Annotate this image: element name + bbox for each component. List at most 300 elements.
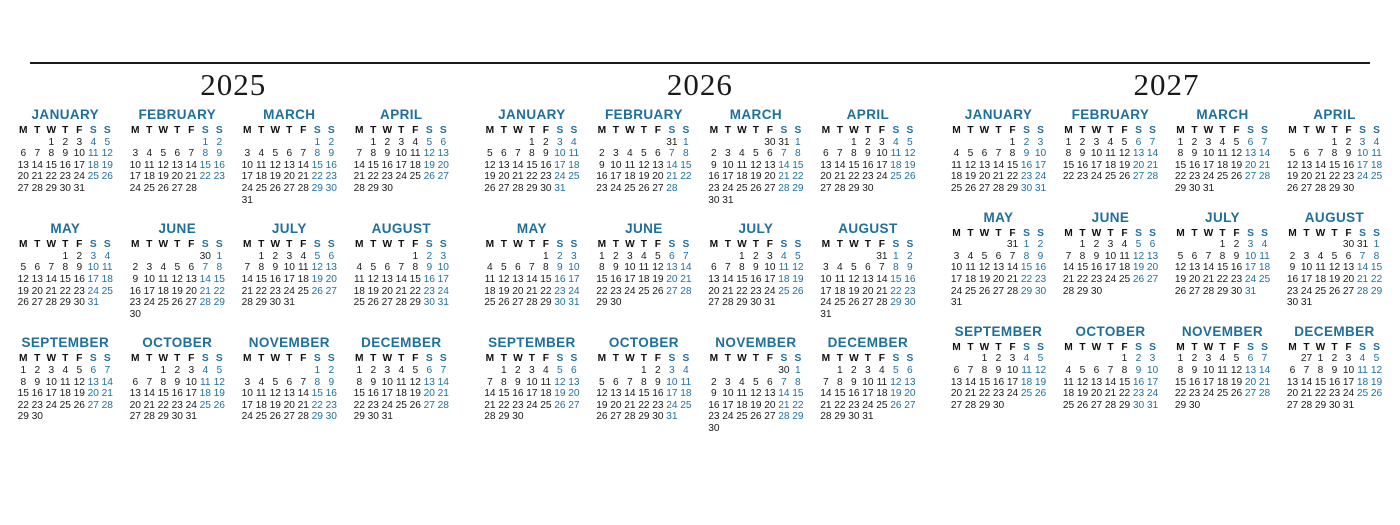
day-cell: 15: [848, 159, 860, 171]
week-row: [707, 160, 805, 172]
day-cell: 27: [1300, 353, 1313, 365]
weekday-header-row: [707, 125, 805, 137]
day-cell: 6: [1345, 250, 1352, 262]
week-row: [819, 297, 917, 309]
weekday-label: T: [612, 125, 619, 136]
day-cell: 26: [1230, 388, 1243, 400]
day-cell: 10: [764, 262, 776, 274]
day-cell: 1: [1121, 353, 1128, 365]
day-cell: 29: [540, 297, 552, 309]
week-row: [240, 297, 338, 309]
day-cell: 13: [437, 148, 449, 160]
day-cell: 28: [437, 399, 449, 411]
empty-cell: [366, 251, 380, 263]
empty-cell: [394, 411, 408, 423]
day-cell: 4: [781, 250, 787, 262]
day-cell: 5: [501, 262, 507, 274]
day-cell: 3: [879, 136, 885, 148]
day-cell: 15: [834, 388, 846, 400]
day-cell: 21: [1314, 171, 1327, 183]
day-cell: 25: [255, 182, 267, 194]
day-cell: 30: [269, 297, 281, 309]
weekday-header-row: [483, 125, 581, 137]
day-cell: 14: [45, 273, 57, 285]
day-cell: 6: [711, 262, 717, 274]
day-cell: 8: [160, 376, 167, 388]
day-cell: 15: [1328, 159, 1341, 171]
day-cell: 25: [736, 182, 748, 194]
day-cell: 28: [45, 297, 57, 309]
day-cell: 16: [325, 159, 337, 171]
empty-cell: [833, 251, 847, 263]
year-title: 2027: [1133, 67, 1200, 102]
day-cell: 11: [1217, 364, 1228, 376]
day-cell: 26: [652, 285, 664, 297]
day-cell: 2: [1233, 239, 1240, 251]
day-cell: 23: [512, 399, 524, 411]
week-row: [128, 160, 226, 172]
empty-cell: [324, 195, 338, 207]
day-cell: 17: [381, 388, 393, 400]
weekday-label: M: [1176, 227, 1185, 239]
weekday-label: T: [752, 353, 759, 365]
week-row: [240, 400, 338, 412]
year-title: 2026: [666, 67, 733, 102]
day-cell: 21: [1202, 273, 1215, 285]
day-cell: 22: [255, 285, 267, 297]
day-cell: 22: [890, 285, 902, 297]
day-cell: 5: [272, 376, 279, 388]
month-block: [123, 106, 231, 206]
week-row: [352, 171, 450, 183]
day-cell: 5: [557, 364, 563, 376]
day-cell: 30: [1328, 399, 1341, 411]
day-cell: 22: [367, 171, 379, 183]
day-cell: 25: [1356, 388, 1369, 400]
week-row: [707, 377, 805, 389]
day-cell: 3: [1359, 136, 1366, 148]
day-cell: 10: [1342, 364, 1355, 376]
day-cell: 27: [423, 399, 435, 411]
day-cell: 26: [1034, 388, 1047, 400]
day-cell: 17: [1006, 376, 1019, 388]
weekday-label: M: [243, 125, 252, 136]
day-cell: 25: [540, 399, 552, 411]
weekday-label: T: [1303, 227, 1310, 239]
day-cell: 15: [1076, 262, 1089, 274]
day-cell: 27: [381, 297, 393, 309]
empty-cell: [282, 195, 296, 207]
weekday-label: S: [570, 125, 578, 136]
empty-cell: [422, 411, 436, 423]
day-cell: 17: [526, 388, 538, 400]
empty-cell: [991, 239, 1005, 251]
day-cell: 30: [31, 411, 43, 423]
day-cell: 6: [1303, 148, 1310, 160]
day-cell: 16: [1342, 159, 1355, 171]
day-cell: 15: [409, 273, 421, 285]
day-cell: 23: [904, 285, 916, 297]
day-cell: 9: [1233, 250, 1240, 262]
week-row: [949, 400, 1047, 412]
week-row: [16, 377, 114, 389]
weekday-label: M: [1176, 341, 1185, 353]
empty-cell: [44, 251, 58, 263]
day-cell: 17: [610, 171, 622, 183]
day-cell: 15: [45, 159, 57, 171]
weekday-label: F: [542, 125, 549, 136]
day-cell: 23: [269, 285, 281, 297]
day-cell: 7: [879, 262, 885, 274]
day-cell: 31: [87, 297, 99, 309]
day-cell: 27: [185, 297, 197, 309]
day-cell: 1: [356, 364, 363, 376]
empty-cell: [128, 251, 142, 263]
weekday-label: F: [1233, 227, 1240, 239]
day-cell: 6: [767, 148, 773, 160]
day-cell: 6: [20, 148, 27, 160]
day-cell: 2: [384, 136, 391, 148]
day-cell: 21: [512, 171, 524, 183]
day-cell: 9: [1037, 250, 1044, 262]
month-block: [1056, 209, 1164, 309]
weekday-label: T: [174, 239, 181, 251]
day-cell: 21: [778, 399, 790, 411]
empty-cell: [963, 239, 977, 251]
day-cell: 26: [498, 297, 510, 309]
day-cell: 16: [1286, 273, 1299, 285]
day-cell: 3: [953, 250, 960, 262]
day-cell: 31: [666, 136, 678, 148]
day-cell: 30: [1342, 239, 1355, 251]
day-cell: 29: [596, 297, 608, 309]
day-cell: 18: [834, 285, 846, 297]
day-cell: 8: [202, 148, 209, 160]
week-row: [949, 171, 1047, 183]
day-cell: 1: [795, 136, 801, 148]
day-cell: 3: [1107, 239, 1114, 251]
week-row: [483, 377, 581, 389]
weekday-header-row: [352, 353, 450, 365]
empty-cell: [1327, 239, 1341, 251]
week-row: [483, 262, 581, 274]
weekday-label: M: [821, 353, 831, 365]
week-row: [595, 297, 693, 309]
day-cell: 9: [1289, 262, 1296, 274]
day-cell: 20: [568, 388, 580, 400]
day-cell: 17: [950, 273, 963, 285]
week-row: [483, 388, 581, 400]
day-cell: 3: [398, 136, 405, 148]
day-cell: 3: [767, 250, 773, 262]
day-cell: 16: [31, 388, 43, 400]
day-cell: 13: [87, 376, 99, 388]
weekday-label: T: [640, 353, 647, 365]
weekday-label: S: [1373, 227, 1380, 239]
month-grid: [1061, 342, 1159, 412]
empty-cell: [268, 365, 282, 377]
weekday-header-row: [240, 239, 338, 251]
day-cell: 1: [1177, 353, 1184, 365]
weekday-header-row: [819, 353, 917, 365]
day-cell: 10: [1146, 364, 1159, 376]
day-cell: 15: [596, 273, 608, 285]
day-cell: 23: [73, 285, 85, 297]
month-name: AUGUST: [838, 221, 898, 237]
day-cell: 19: [1034, 376, 1047, 388]
day-cell: 6: [174, 148, 181, 160]
day-cell: 16: [862, 159, 874, 171]
day-cell: 4: [90, 136, 97, 148]
quarter-row: [933, 323, 1400, 412]
day-cell: 31: [1034, 182, 1047, 194]
week-row: [1173, 400, 1271, 412]
weekday-label: S: [103, 125, 111, 136]
weekday-label: T: [258, 125, 265, 136]
day-cell: 10: [568, 262, 580, 274]
day-cell: 15: [311, 159, 323, 171]
day-cell: 5: [1233, 353, 1240, 365]
day-cell: 19: [652, 273, 664, 285]
day-cell: 26: [1174, 285, 1187, 297]
week-row: [1061, 377, 1159, 389]
weekday-label: S: [1247, 227, 1254, 239]
weekday-header-row: [1061, 228, 1159, 240]
day-cell: 15: [540, 273, 552, 285]
day-cell: 30: [992, 399, 1005, 411]
day-cell: 27: [1090, 399, 1103, 411]
day-cell: 5: [426, 136, 433, 148]
day-cell: 8: [1177, 148, 1184, 160]
quarter-row: [0, 334, 467, 423]
weekday-label: M: [597, 125, 607, 136]
month-block: [478, 220, 586, 320]
day-cell: 27: [87, 399, 99, 411]
weekday-label: M: [485, 353, 495, 365]
day-cell: 29: [736, 297, 748, 309]
day-cell: 18: [890, 159, 902, 171]
week-row: [595, 274, 693, 286]
day-cell: 13: [512, 273, 524, 285]
empty-cell: [1257, 400, 1271, 412]
day-cell: 18: [638, 273, 650, 285]
weekday-label: F: [300, 125, 307, 136]
day-cell: 21: [526, 285, 538, 297]
day-cell: 13: [652, 159, 664, 171]
day-cell: 7: [440, 364, 447, 376]
week-row: [1173, 388, 1271, 400]
day-cell: 6: [571, 364, 577, 376]
weekday-label: T: [286, 125, 293, 136]
weekday-header-row: [1285, 342, 1383, 354]
week-row: [1285, 377, 1383, 389]
day-cell: 15: [736, 273, 748, 285]
day-cell: 28: [666, 182, 678, 194]
day-cell: 10: [820, 273, 832, 285]
empty-cell: [525, 251, 539, 263]
day-cell: 28: [526, 297, 538, 309]
weekday-label: T: [1303, 125, 1310, 136]
day-cell: 1: [1009, 136, 1016, 148]
day-cell: 13: [950, 376, 963, 388]
day-cell: 21: [31, 171, 43, 183]
day-cell: 13: [1132, 148, 1145, 160]
month-block: [347, 334, 455, 423]
week-row: [1285, 400, 1383, 412]
empty-cell: [1117, 286, 1131, 298]
day-cell: 19: [171, 285, 183, 297]
month-block: [478, 334, 586, 434]
day-cell: 2: [426, 250, 433, 262]
day-cell: 17: [862, 388, 874, 400]
week-row: [949, 148, 1047, 160]
week-row: [240, 160, 338, 172]
day-cell: 16: [1230, 262, 1243, 274]
day-cell: 21: [241, 285, 253, 297]
empty-cell: [142, 137, 156, 149]
month-grid: [16, 353, 114, 423]
weekday-label: W: [382, 125, 393, 136]
weekday-label: M: [243, 239, 252, 251]
empty-cell: [1061, 353, 1075, 365]
day-cell: 12: [484, 159, 496, 171]
day-cell: 5: [1331, 250, 1338, 262]
empty-cell: [1369, 400, 1383, 412]
day-cell: 8: [356, 376, 363, 388]
empty-cell: [156, 137, 170, 149]
weekday-header-row: [949, 125, 1047, 137]
day-cell: 22: [1328, 171, 1341, 183]
day-cell: 4: [1317, 250, 1324, 262]
month-name: MARCH: [263, 107, 316, 122]
day-cell: 13: [1244, 364, 1257, 376]
week-row: [949, 353, 1047, 365]
day-cell: 2: [328, 364, 335, 376]
weekday-label: F: [76, 353, 83, 365]
weekday-label: S: [425, 353, 433, 365]
month-block: [235, 106, 343, 206]
weekday-label: S: [1149, 341, 1156, 353]
empty-cell: [1131, 286, 1145, 298]
day-cell: 25: [1314, 285, 1327, 297]
day-cell: 21: [876, 285, 888, 297]
week-row: [128, 297, 226, 309]
day-cell: 11: [778, 262, 790, 274]
day-cell: 15: [638, 388, 650, 400]
empty-cell: [735, 423, 749, 435]
month-name: APRIL: [1313, 107, 1356, 122]
day-cell: 30: [764, 136, 776, 148]
day-cell: 19: [1328, 273, 1341, 285]
weekday-header-row: [352, 125, 450, 137]
month-grid: [16, 125, 114, 195]
weekday-label: F: [188, 125, 195, 136]
weekday-label: T: [258, 353, 265, 365]
month-name: FEBRUARY: [138, 107, 217, 122]
day-cell: 4: [641, 250, 647, 262]
week-row: [1061, 353, 1159, 365]
day-cell: 30: [381, 182, 393, 194]
week-row: [1173, 160, 1271, 172]
weekday-label: T: [967, 227, 974, 239]
day-cell: 11: [568, 148, 580, 160]
week-row: [240, 183, 338, 195]
day-cell: 22: [1118, 388, 1131, 400]
day-cell: 21: [199, 285, 211, 297]
day-cell: 3: [1009, 353, 1016, 365]
day-cell: 6: [1191, 250, 1198, 262]
day-cell: 23: [596, 182, 608, 194]
day-cell: 8: [1317, 364, 1324, 376]
day-cell: 3: [627, 250, 633, 262]
day-cell: 18: [876, 388, 888, 400]
day-cell: 4: [1373, 136, 1380, 148]
empty-cell: [1257, 286, 1271, 298]
week-row: [240, 377, 338, 389]
day-cell: 2: [216, 136, 223, 148]
day-cell: 18: [1356, 376, 1369, 388]
day-cell: 4: [258, 376, 265, 388]
day-cell: 25: [297, 285, 309, 297]
day-cell: 25: [484, 297, 496, 309]
weekday-label: T: [34, 353, 41, 365]
day-cell: 12: [1370, 364, 1383, 376]
day-cell: 9: [174, 376, 181, 388]
day-cell: 25: [87, 171, 99, 183]
day-cell: 21: [834, 171, 846, 183]
week-row: [352, 377, 450, 389]
day-cell: 16: [129, 285, 141, 297]
day-cell: 14: [484, 388, 496, 400]
week-row: [707, 423, 805, 435]
day-cell: 15: [792, 159, 804, 171]
weekday-label: T: [1191, 125, 1198, 136]
empty-cell: [963, 353, 977, 365]
day-cell: 8: [20, 376, 27, 388]
empty-cell: [539, 411, 553, 423]
day-cell: 3: [1205, 353, 1212, 365]
day-cell: 20: [862, 285, 874, 297]
day-cell: 21: [992, 171, 1005, 183]
day-cell: 22: [59, 285, 71, 297]
day-cell: 2: [1191, 353, 1198, 365]
empty-cell: [324, 297, 338, 309]
empty-cell: [609, 365, 623, 377]
day-cell: 24: [87, 285, 99, 297]
weekday-label: S: [425, 239, 433, 251]
day-cell: 15: [199, 159, 211, 171]
day-cell: 8: [1023, 250, 1030, 262]
empty-cell: [1355, 183, 1369, 195]
month-grid: [352, 125, 450, 195]
day-cell: 8: [1009, 148, 1016, 160]
month-grid: [483, 353, 581, 423]
day-cell: 18: [101, 273, 113, 285]
week-row: [1285, 148, 1383, 160]
weekday-label: T: [640, 125, 647, 136]
day-cell: 14: [297, 159, 309, 171]
day-cell: 1: [1023, 239, 1030, 251]
day-cell: 14: [241, 273, 253, 285]
day-cell: 2: [543, 136, 549, 148]
day-cell: 11: [1021, 364, 1032, 376]
week-row: [707, 274, 805, 286]
day-cell: 15: [1118, 376, 1131, 388]
month-grid: [595, 239, 693, 309]
day-cell: 21: [297, 399, 309, 411]
weekday-label: T: [500, 353, 507, 365]
day-cell: 3: [286, 250, 293, 262]
